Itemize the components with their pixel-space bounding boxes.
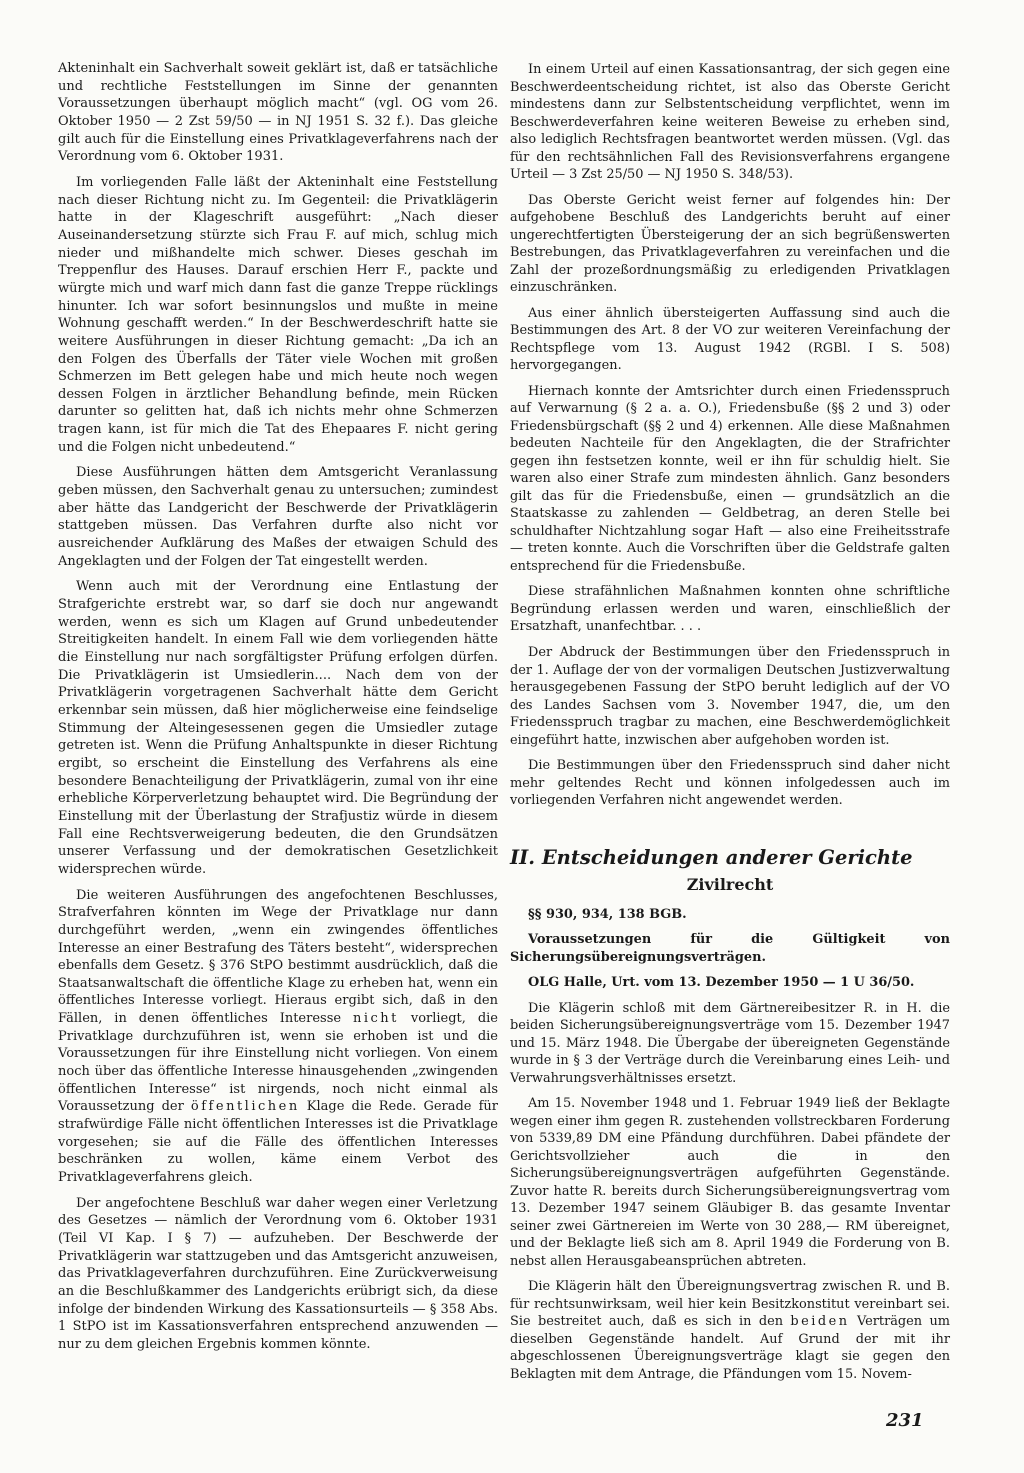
paragraph [510, 1278, 950, 1383]
paragraph: Im vorliegenden Falle läßt der Akteninhalt eine Feststellung nach dieser Richtung nicht zu. Im Gegenteil: die Privatklägerin hatte in der Klageschrift ausgeführt: „Nach dieser Auseinandersetzung stürzte sich Frau F. auf mich, schlug mich nieder und mißhandelte mich schwer. Dieses geschah im Treppenflur des Hauses. Darauf erschien Herr F., packte und würgte mich und warf mich dann fast die ganze Treppe rücklings hinunter. Ich war sofort besinnungslos und mußte in meine Wohnung geschafft werden.“ In der Beschwerdeschrift hatte sie weitere Ausführungen in dieser Richtung gemacht: „Da ich an den Folgen des Überfalls der Täter viele Wochen mit großen Schmerzen im Bett gelegen habe und mich heute noch wegen dessen Folgen in ärztlicher Behandlung befinde, mein Rücken darunter so gelitten hat, daß ich nichts mehr ohne Schmerzen tragen kann, ist für mich die Tat des Ehepaares F. nicht gering und die Folgen nicht unbedeutend.“ [58, 174, 498, 455]
right-column [510, 61, 950, 1392]
column-separator [506, 62, 507, 1402]
spaced-emphasis: beiden [790, 1314, 850, 1330]
headnote: Voraussetzungen für die Gültigkeit von Sicherungsübereignungsverträgen. [510, 932, 950, 965]
paragraph: Die Klägerin schloß mit dem Gärtnereibesitzer R. in H. die beiden Sicherungsübereignungsverträge vom 15. Dezember 1947 und 15. März 1948. Die Übergabe der übereigneten Gegenstände wurde in § 3 der Verträge durch die Vereinbarung eines Leih- und Verwahrungsverhältnisses ersetzt. [510, 1000, 950, 1086]
paragraph: Die Bestimmungen über den Friedensspruch sind daher nicht mehr geltendes Recht und können infolgedessen auch im vorliegenden Verfahren nicht angewendet werden. [510, 758, 950, 809]
paragraph: Diese Ausführungen hätten dem Amtsgericht Veranlassung geben müssen, den Sachverhalt genau zu untersuchen; zumindest aber hätte das Landgericht der Beschwerde der Privatklägerin stattgeben müssen. Das Verfahren durfte also nicht vor ausreichender Aufklärung des Maßes der etwaigen Schuld des Angeklagten und der Folgen der Tat eingestellt werden. [58, 465, 498, 569]
left-column [58, 60, 498, 1362]
paragraph: Aus einer ähnlich übersteigerten Auffassung sind auch die Bestimmungen des Art. 8 der VO zur weiteren Vereinfachung der Rechtspflege vom 13. August 1942 (RGBl. I S. 508) hervorgegangen. [510, 305, 950, 374]
paragraph: In einem Urteil auf einen Kassationsantrag, der sich gegen eine Beschwerdeentscheidung richtet, ist also das Oberste Gericht mindestens dann zur Selbstentscheidung verpflichtet, wenn im Beschwerdeverfahren keine weiteren Beweise zu erheben sind, also lediglich Rechtsfragen beantwortet werden müssen. (Vgl. das für den rechtsähnlichen Fall des Revisionsverfahrens ergangene Urteil — 3 Zst 25/50 — NJ 1950 S. 348/53). [510, 62, 950, 183]
paragraph: Das Oberste Gericht weist ferner auf folgendes hin: Der aufgehobene Beschluß des Landgerichts beruht auf einer ungerechtfertigten Übersteigerung der an sich begrüßenswerten Bestrebungen, das Privatklageverfahren zu vereinfachen und die Zahl der prozeßordnungsmäßig zu erledigenden Privatklagen einzuschränken. [510, 192, 950, 296]
subsection-title: Zivilrecht [686, 874, 774, 894]
spaced-emphasis: nicht [353, 1011, 399, 1027]
paragraph: Akteninhalt ein Sachverhalt soweit geklärt ist, daß er tatsächliche und rechtliche Feststellungen im Sinne der genannten Voraussetzungen überhaupt möglich macht“ (vgl. OG vom 26. Oktober 1950 — 2 Zst 59/50 — in NJ 1951 S. 32 f.). Das gleiche gilt auch für die Einstellung eines Privatklageverfahrens nach der Verordnung vom 6. Oktober 1931. [58, 61, 498, 165]
text-run: Die Klägerin hält den Übereignungsvertrag zwischen R. und B. für rechtsunwirksam, weil hier kein Besitzkonstitut vereinbart sei. Sie bestreitet auch, daß es sich in den [510, 1279, 950, 1330]
section-title: II. Entscheidungen anderer Gerichte [510, 845, 913, 869]
spaced-emphasis: öffentlichen [190, 1099, 300, 1115]
statute-reference: §§ 930, 934, 138 BGB. [528, 906, 687, 922]
paragraph: Diese strafähnlichen Maßnahmen konnten ohne schriftliche Begründung erlassen werden und waren, einschließlich der Ersatzhaft, unanfechtbar. . . . [510, 584, 950, 635]
paragraph: Hiernach konnte der Amtsrichter durch einen Friedensspruch auf Verwarnung (§ 2 a. a. O.), Friedensbuße (§§ 2 und 3) oder Friedensbürgschaft (§§ 2 und 4) erkennen. Alle diese Maßnahmen bedeuten Nachteile für den Angeklagten, die der Strafrichter gegen ihn festsetzen konnte, weil er ihn für schuldig hielt. Sie waren also einer Strafe zum mindesten ähnlich. Ganz besonders gilt das für die Friedensbuße, einen — grundsätzlich an die Staatskasse zu zahlenden — Geldbetrag, an deren Stelle bei schuldhafter Nichtzahlung sogar Haft — also eine Freiheitsstrafe — treten konnte. Auch die Vorschriften über die Geldstrafe galten entsprechend für die Friedensbuße. [510, 383, 950, 574]
paragraph: Der Abdruck der Bestimmungen über den Friedensspruch in der 1. Auflage der von der vormaligen Deutschen Justizverwaltung herausgegebenen Fassung der StPO beruht lediglich auf der VO des Landes Sachsen vom 3. November 1947, die, um den Friedensspruch tragbar zu machen, eine Beschwerdemöglichkeit eingeführt hatte, inzwischen aber aufgehoben worden ist. [510, 644, 950, 748]
page-number: 231 [886, 1410, 924, 1431]
text-run: Verträgen um dieselben Gegenstände handelt. Auf Grund der mit ihr abgeschlossenen Übereignungsverträge klagt sie gegen den Beklagten mit dem Antrage, die Pfändungen vom 15. Novem- [510, 1314, 950, 1382]
paragraph: Wenn auch mit der Verordnung eine Entlastung der Strafgerichte erstrebt war, so darf sie doch nur angewandt werden, wenn es sich um Klagen auf Grund unbedeutender Streitigkeiten handelt. In einem Fall wie dem vorliegenden hätte die Einstellung nur nach sorgfältigster Prüfung erfolgen dürfen. Die Privatklägerin ist Umsiedlerin.... Nach dem von der Privatklägerin vorgetragenen Sachverhalt hätte dem Gericht erkennbar sein müssen, daß hier möglicherweise eine feindselige Stimmung der Alteingesessenen gegen die Umsiedler zutage getreten ist. Wenn die Prüfung Anhaltspunkte in dieser Richtung ergibt, so erscheint die Einstellung des Verfahrens als eine besondere Benachteiligung der Privatklägerin, zumal von ihr eine erhebliche Körperverletzung behauptet wird. Die Begründung der Einstellung mit der Überlastung der Strafjustiz würde in diesem Fall eine Rechtsverweigerung bedeuten, die den Grundsätzen unserer Verfassung und der demokratischen Gesetzlichkeit widersprechen würde. [58, 579, 498, 877]
court-reference: OLG Halle, Urt. vom 13. Dezember 1950 — 1 U 36/50. [528, 975, 915, 991]
text-run: Klage die Rede. Gerade für strafwürdige Fälle nicht öffentlichen Interesses ist die Privatklage vorgesehen; sie auf die Fälle des öffentlichen Interesses beschränken zu wollen, käme einem Verbot des Privatklageverfahrens gleich. [58, 1099, 498, 1186]
paragraph: Der angefochtene Beschluß war daher wegen einer Verletzung des Gesetzes — nämlich der Verordnung vom 6. Oktober 1931 (Teil VI Kap. I § 7) — aufzuheben. Der Beschwerde der Privatklägerin war stattzugeben und das Amtsgericht anzuweisen, das Privatklageverfahren durchzuführen. Eine Zurückverweisung an die Beschlußkammer des Landgerichts erübrigt sich, da diese infolge der bindenden Wirkung des Kassationsurteils — § 358 Abs. 1 StPO ist im Kassationsverfahren entsprechend anzuwenden — nur zu dem gleichen Ergebnis kommen könnte. [58, 1195, 498, 1352]
paragraph [58, 887, 498, 1187]
text-run: vorliegt, die Privatklage durchzuführen ist, wenn sie erhoben ist und die Voraussetzungen für ihre Einstellung nicht vorliegen. Von einem noch über das öffentliche Interesse hinausgehenden „zwingenden öffentlichen Interesse“ ist nirgends, noch nicht einmal als Voraussetzung der [58, 1011, 498, 1115]
text-run: Die weiteren Ausführungen des angefochtenen Beschlusses, Strafverfahren könnten im Wege der Privatklage nur dann durchgeführt werden, „wenn ein zwingendes öffentliches Interesse an einer Bestrafung des Täters besteht“, widersprechen ebenfalls dem Gesetz. § 376 StPO bestimmt ausdrücklich, daß die Staatsanwaltschaft die öffentliche Klage zu erheben hat, wenn ein öffentliches Interesse vorliegt. Hieraus ergibt sich, daß in den Fällen, in denen öffentliches Interesse [58, 887, 498, 1027]
paragraph: Am 15. November 1948 und 1. Februar 1949 ließ der Beklagte wegen einer ihm gegen R. zustehenden vollstreckbaren Forderung von 5339,89 DM eine Pfändung durchführen. Dabei pfändete der Gerichtsvollzieher auch die in den Sicherungsübereignungsverträgen aufgeführten Gegenstände. Zuvor hatte R. bereits durch Sicherungsübereignungsvertrag vom 13. Dezember 1947 seinem Gläubiger B. das gesamte Inventar seiner zwei Gärtnereien im Werte von 30 288,— RM übereignet, und der Beklagte ließ sich am 8. April 1949 die Forderung von B. nebst allen Herausgabeansprüchen abtreten. [510, 1096, 950, 1269]
